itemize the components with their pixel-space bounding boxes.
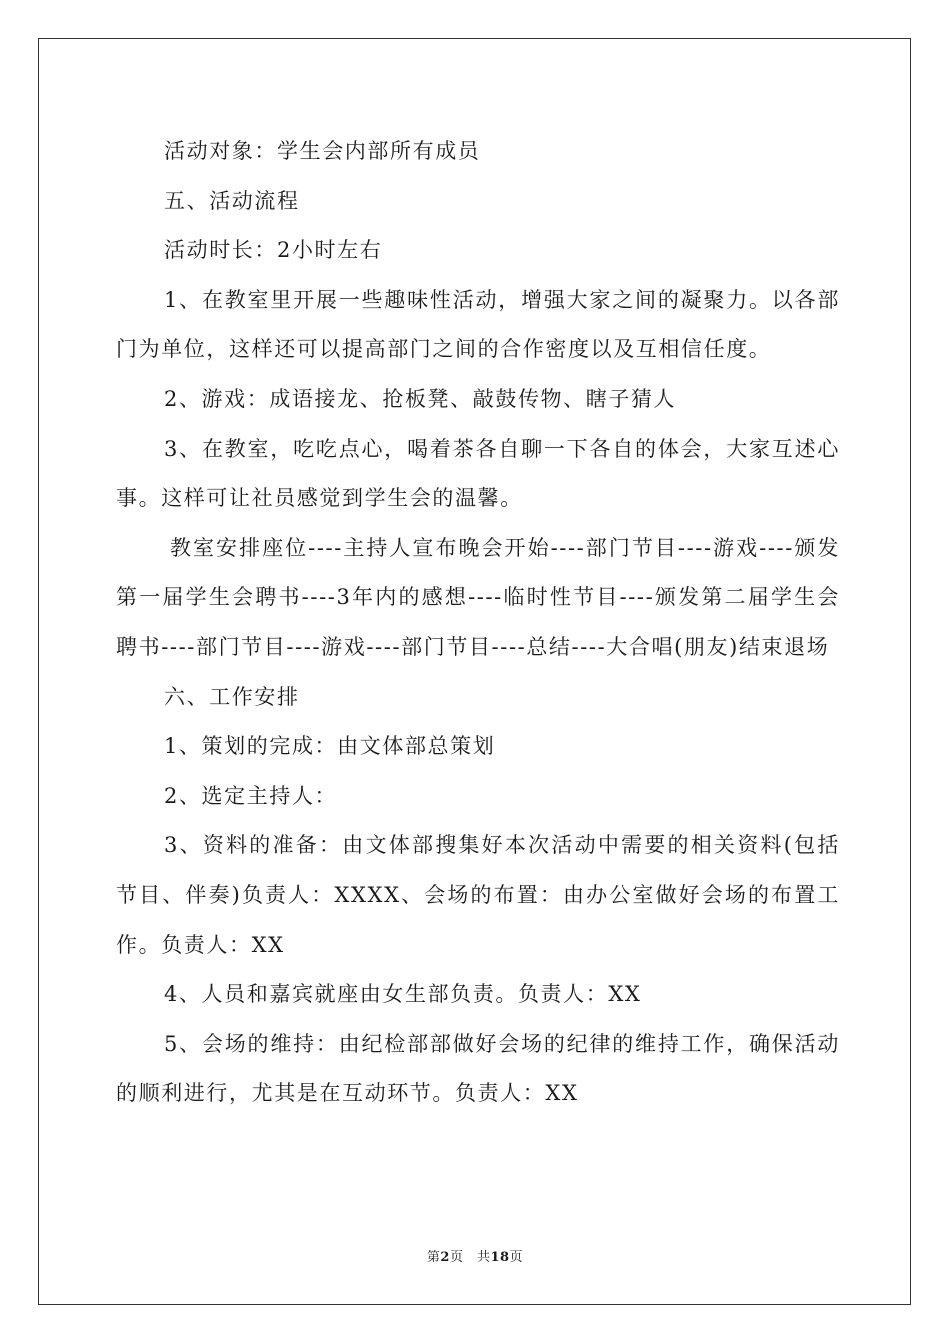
paragraph-task-5: 5、会场的维持：由纪检部部做好会场的纪律的维持工作，确保活动的顺利进行，尤其是在互动环节。负责人：XX: [116, 1031, 840, 1106]
footer-current-page: 2: [440, 1250, 450, 1265]
page-footer: [0, 1246, 950, 1265]
paragraph-item-1: 1、在教室里开展一些趣味性活动，增强大家之间的凝聚力。以各部门为单位，这样还可以提高部门之间的合作密度以及互相信任度。: [116, 287, 840, 362]
heading-activity-process: 五、活动流程: [164, 188, 300, 213]
footer-suffix: 页: [509, 1250, 524, 1265]
paragraph-task-1: 1、策划的完成：由文体部总策划: [164, 734, 496, 759]
paragraph-task-4: 4、人员和嘉宾就座由女生部负责。负责人：XX: [164, 982, 642, 1007]
paragraph-item-2: 2、游戏：成语接龙、抢板凳、敲鼓传物、瞎子猜人: [164, 386, 677, 411]
document-body: [116, 127, 840, 1119]
paragraph-task-2: 2、选定主持人：: [164, 783, 338, 808]
footer-mid: 页 共: [449, 1250, 491, 1265]
paragraph-activity-target: 活动对象：学生会内部所有成员: [164, 139, 481, 163]
paragraph-activity-duration: 活动时长：2小时左右: [164, 238, 383, 263]
heading-work-arrangement: 六、工作安排: [164, 684, 300, 709]
paragraph-item-3: 3、在教室，吃吃点心，喝着茶各自聊一下各自的体会，大家互述心事。这样可让社员感觉到学生会的温馨。: [116, 436, 840, 511]
footer-total-pages: 18: [490, 1250, 510, 1265]
paragraph-task-3: 3、资料的准备：由文体部搜集好本次活动中需要的相关资料(包括节目、伴奏)负责人：XXXX、会场的布置：由办公室做好会场的布置工作。负责人：XX: [116, 833, 840, 957]
paragraph-schedule-flow: 教室安排座位----主持人宣布晚会开始----部门节目----游戏----颁发第一届学生会聘书----3年内的感想----临时性节目----颁发第二届学生会聘书----部门节目----游戏----部门节目----总结----大合唱(朋友)结束退场: [116, 535, 840, 659]
footer-prefix: 第: [426, 1250, 441, 1265]
